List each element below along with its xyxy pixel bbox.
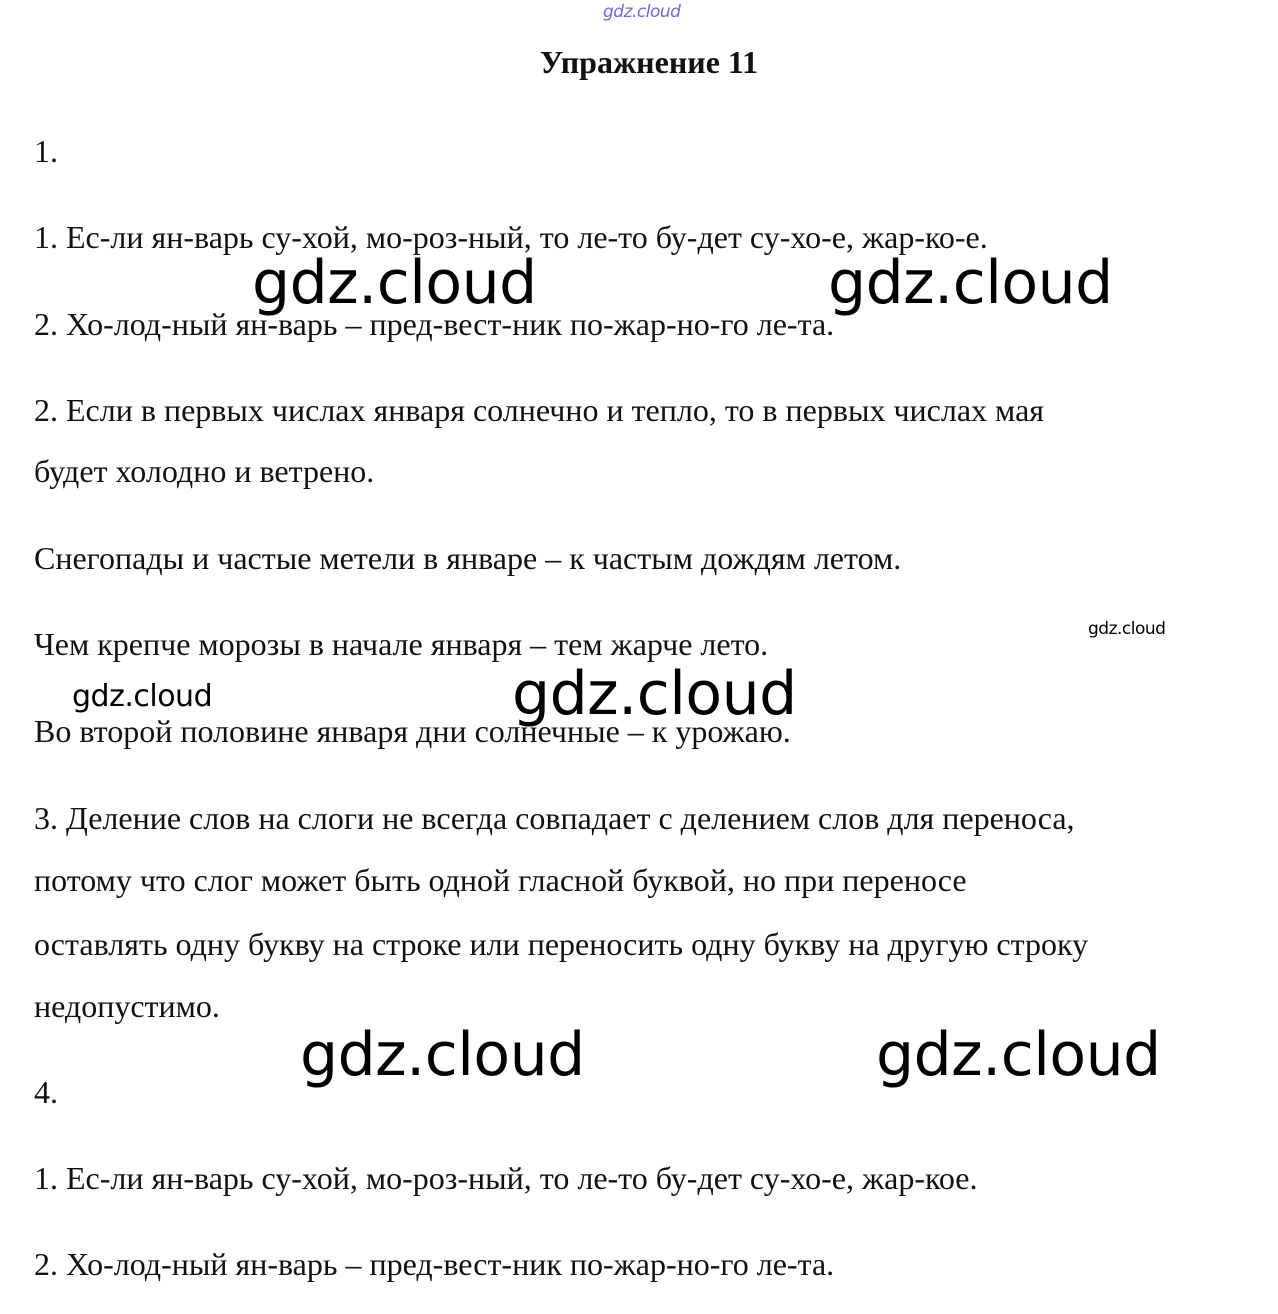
paragraph-line: 2. Если в первых числах января солнечно и тепло, то в первых числах мая xyxy=(34,392,1044,428)
watermark: gdz.cloud xyxy=(876,1020,1161,1090)
watermark: gdz.cloud xyxy=(828,248,1113,318)
watermark: gdz.cloud xyxy=(72,679,213,714)
paragraph-line: 1. xyxy=(34,133,58,169)
watermark: gdz.cloud xyxy=(1088,619,1166,639)
page-title: Упражнение 11 xyxy=(539,44,759,80)
watermark: gdz.cloud xyxy=(252,248,537,318)
watermark: gdz.cloud xyxy=(512,659,797,729)
paragraph-line: потому что слог может быть одной гласной буквой, но при переносе xyxy=(34,862,967,898)
paragraph-line: 4. xyxy=(34,1074,58,1110)
paragraph-line: будет холодно и ветрено. xyxy=(34,453,375,489)
paragraph-line: Снегопады и частые метели в январе – к частым дождям летом. xyxy=(34,540,902,576)
watermark-top: gdz.cloud xyxy=(603,2,681,22)
paragraph-line: 3. Деление слов на слоги не всегда совпадает с делением слов для переноса, xyxy=(34,800,1075,836)
paragraph-line: 1. Ес-ли ян-варь су-хой, мо-роз-ный, то ле-то бу-дет су-хо-е, жар-ко-е. xyxy=(34,219,988,255)
paragraph-line: Во второй половине января дни солнечные – к урожаю. xyxy=(34,713,791,749)
paragraph-line: недопустимо. xyxy=(34,988,220,1024)
paragraph-line: 2. Хо-лод-ный ян-варь – пред-вест-ник по-жар-но-го ле-та. xyxy=(34,306,835,342)
paragraph-line: оставлять одну букву на строке или переносить одну букву на другую строку xyxy=(34,926,1089,962)
paragraph-line: Чем крепче морозы в начале января – тем жарче лето. xyxy=(34,626,769,662)
watermark: gdz.cloud xyxy=(300,1020,585,1090)
paragraph-line: 1. Ес-ли ян-варь су-хой, мо-роз-ный, то ле-то бу-дет су-хо-е, жар-кое. xyxy=(34,1160,978,1196)
paragraph-line: 2. Хо-лод-ный ян-варь – пред-вест-ник по-жар-но-го ле-та. xyxy=(34,1246,835,1282)
